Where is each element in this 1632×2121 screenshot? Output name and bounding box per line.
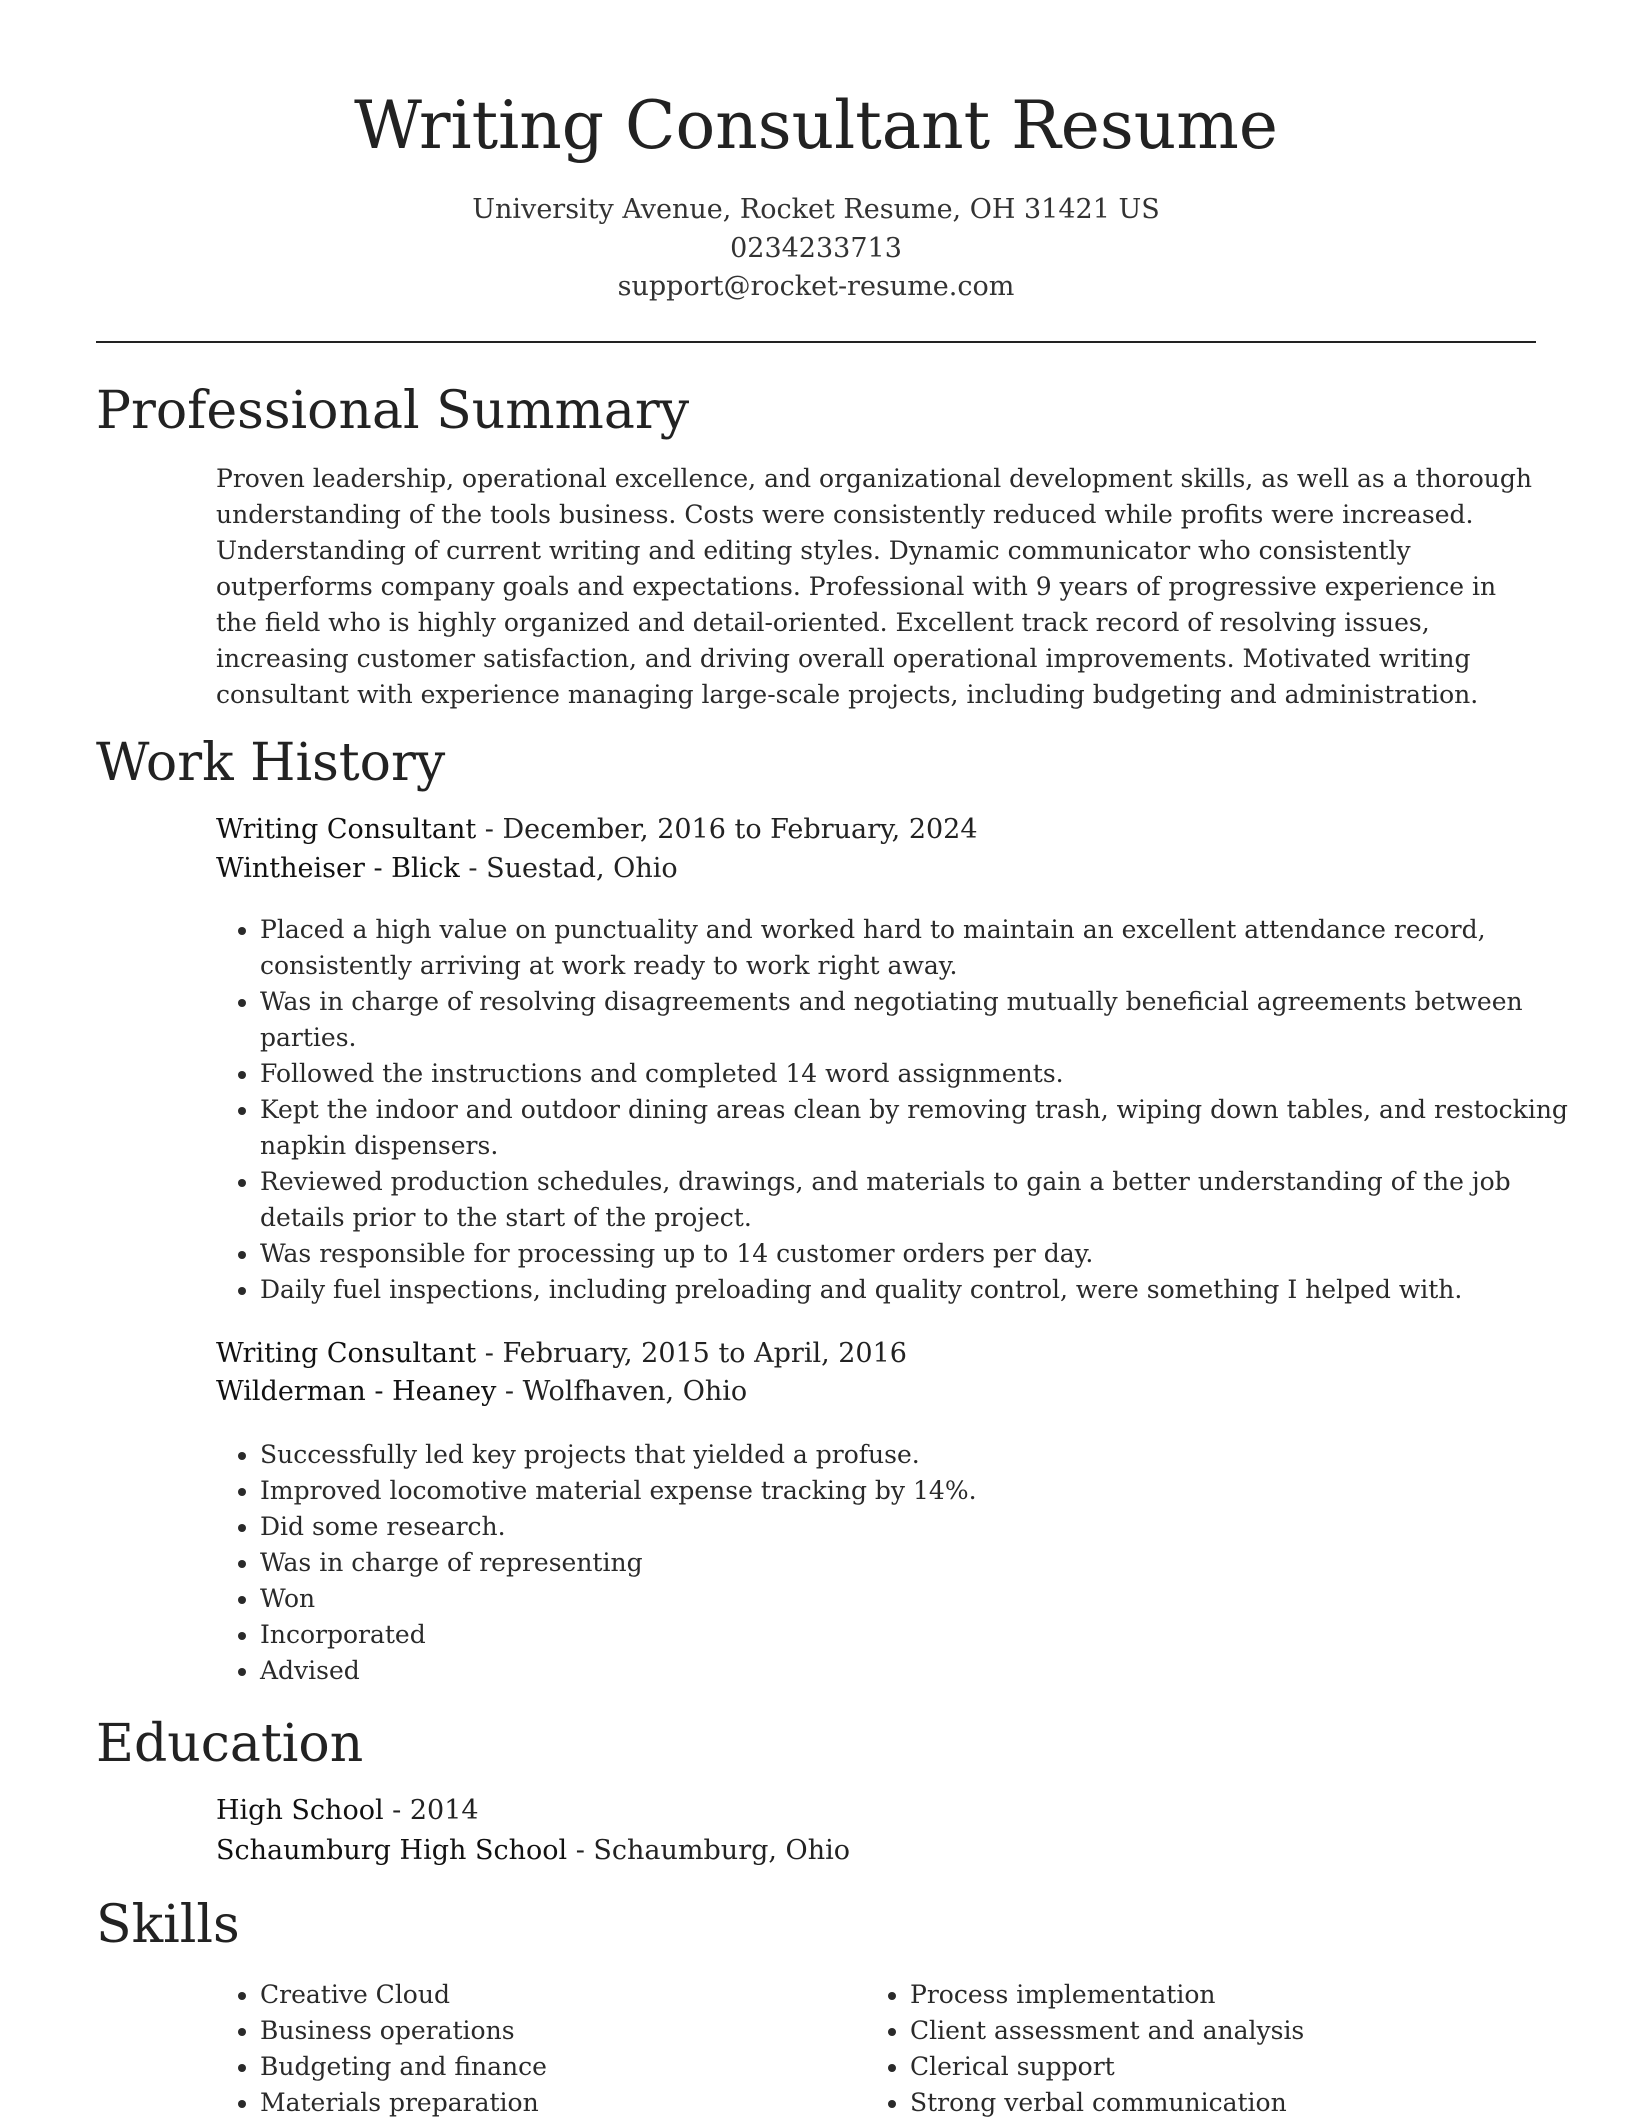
- list-item: • Followed the instructions and completed 14 word assignments.: [260, 1056, 1580, 1092]
- skill-item: • Client assessment and analysis: [910, 2013, 1510, 2049]
- list-item: • Won: [260, 1581, 1580, 1617]
- contact-phone: 0234233713: [730, 233, 902, 264]
- job-1-company-line: [216, 850, 1536, 888]
- job-1-company: Wintheiser - Blick: [216, 853, 460, 884]
- job-1-title: Writing Consultant: [216, 814, 477, 845]
- job-1-dates: - December, 2016 to February, 2024: [476, 814, 978, 845]
- list-item: • Kept the indoor and outdoor dining areas clean by removing trash, wiping down tables, and restocking napkin dispensers.: [260, 1092, 1580, 1164]
- job-2-location: - Wolfhaven, Ohio: [496, 1376, 748, 1407]
- skill-item: • Business operations: [260, 2013, 860, 2049]
- list-item: • Incorporated: [260, 1617, 1580, 1653]
- contact-address: University Avenue, Rocket Resume, OH 31421 US: [472, 194, 1160, 225]
- skills-heading: Skills: [96, 1895, 240, 1955]
- skill-item: • Creative Cloud: [260, 1977, 860, 2013]
- education-school-line: [216, 1832, 1536, 1870]
- summary-text: Proven leadership, operational excellence, and organizational development skills, as well as a thorough understanding of the tools business. Costs were consistently reduced while profits were increased. Understanding of current writing and editing styles. Dynamic communicator who consistently outperforms company goals and expectations. Professional with 9 years of progressive experience in the field who is highly organized and detail-oriented. Excellent track record of resolving issues, increasing customer satisfaction, and driving overall operational improvements. Motivated writing consultant with experience managing large-scale projects, including budgeting and administration.: [216, 464, 1532, 709]
- resume-title: Writing Consultant Resume: [354, 87, 1278, 164]
- skills-list-left: [216, 1977, 860, 2121]
- contact-email: support@rocket-resume.com: [617, 271, 1015, 302]
- list-item: • Advised: [260, 1653, 1580, 1689]
- list-item: • Was in charge of resolving disagreements and negotiating mutually beneficial agreements between parties.: [260, 984, 1580, 1056]
- job-2-company: Wilderman - Heaney: [216, 1376, 497, 1407]
- skill-item: • Strong verbal communication: [910, 2085, 1510, 2121]
- skills-list-right: [866, 1977, 1510, 2121]
- list-item: • Was in charge of representing: [260, 1545, 1580, 1581]
- list-item: • Improved locomotive material expense tracking by 14%.: [260, 1473, 1580, 1509]
- education-degree-line: [216, 1792, 1536, 1830]
- skill-item: • Budgeting and finance: [260, 2049, 860, 2085]
- list-item: • Reviewed production schedules, drawings, and materials to gain a better understanding of the job details prior to the start of the project.: [260, 1164, 1580, 1236]
- job-2-bullet-list: [216, 1437, 1580, 1689]
- job-2-title: Writing Consultant: [216, 1338, 477, 1369]
- work-history-heading: Work History: [96, 733, 446, 793]
- job-1-bullet-list: [216, 912, 1580, 1308]
- job-2-title-line: [216, 1335, 1536, 1373]
- job-1-location: - Suestad, Ohio: [459, 853, 678, 884]
- list-item: • Successfully led key projects that yielded a profuse.: [260, 1437, 1580, 1473]
- education-location: - Schaumburg, Ohio: [567, 1835, 850, 1866]
- list-item: • Was responsible for processing up to 14 customer orders per day.: [260, 1236, 1580, 1272]
- header-divider: [96, 341, 1536, 343]
- education-degree: High School: [216, 1795, 384, 1826]
- education-heading: Education: [96, 1714, 364, 1774]
- education-year: - 2014: [383, 1795, 479, 1826]
- skill-item: • Materials preparation: [260, 2085, 860, 2121]
- skill-item: • Clerical support: [910, 2049, 1510, 2085]
- list-item: • Daily fuel inspections, including preloading and quality control, were something I helped with.: [260, 1272, 1580, 1308]
- skill-item: • Process implementation: [910, 1977, 1510, 2013]
- job-2-company-line: [216, 1373, 1536, 1411]
- summary-heading: Professional Summary: [96, 381, 690, 441]
- list-item: • Did some research.: [260, 1509, 1580, 1545]
- job-2-dates: - February, 2015 to April, 2016: [476, 1338, 907, 1369]
- education-school: Schaumburg High School: [216, 1835, 568, 1866]
- job-1-title-line: [216, 811, 1536, 849]
- list-item: • Placed a high value on punctuality and worked hard to maintain an excellent attendance record, consistently arriving at work ready to work right away.: [260, 912, 1580, 984]
